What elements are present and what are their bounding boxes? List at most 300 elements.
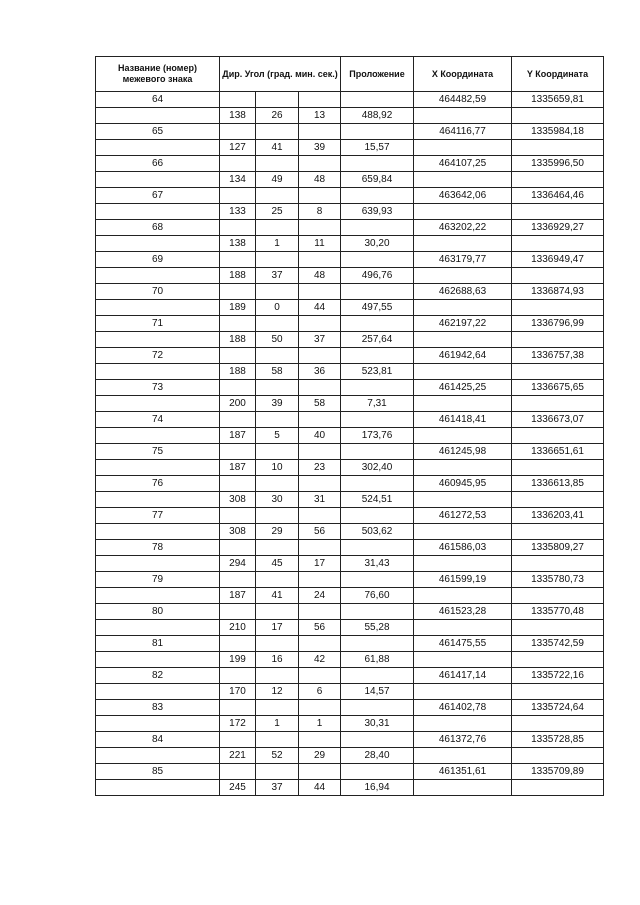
empty-cell xyxy=(512,716,604,732)
table-row xyxy=(96,476,604,492)
empty-cell xyxy=(512,556,604,572)
empty-cell xyxy=(414,268,512,284)
length-cell: 30,20 xyxy=(341,236,414,252)
empty-cell xyxy=(256,476,299,492)
empty-cell xyxy=(96,780,220,796)
angle-degrees-cell: 294 xyxy=(220,556,256,572)
empty-cell xyxy=(414,524,512,540)
empty-cell xyxy=(512,428,604,444)
y-coordinate-cell: 1335724,64 xyxy=(512,700,604,716)
table-row xyxy=(96,380,604,396)
point-name-cell: 77 xyxy=(96,508,220,524)
empty-cell xyxy=(299,476,341,492)
angle-degrees-cell: 189 xyxy=(220,300,256,316)
empty-cell xyxy=(256,636,299,652)
angle-degrees-cell: 188 xyxy=(220,364,256,380)
empty-cell xyxy=(341,412,414,428)
empty-cell xyxy=(220,636,256,652)
empty-cell xyxy=(414,684,512,700)
angle-minutes-cell: 30 xyxy=(256,492,299,508)
empty-cell xyxy=(96,588,220,604)
angle-degrees-cell: 200 xyxy=(220,396,256,412)
x-coordinate-cell: 461272,53 xyxy=(414,508,512,524)
table-row xyxy=(96,636,604,652)
angle-minutes-cell: 12 xyxy=(256,684,299,700)
y-coordinate-cell: 1335996,50 xyxy=(512,156,604,172)
empty-cell xyxy=(512,748,604,764)
empty-cell xyxy=(220,412,256,428)
angle-seconds-cell: 23 xyxy=(299,460,341,476)
point-name-cell: 84 xyxy=(96,732,220,748)
empty-cell xyxy=(299,220,341,236)
empty-cell xyxy=(256,284,299,300)
empty-cell xyxy=(96,236,220,252)
x-coordinate-cell: 461351,61 xyxy=(414,764,512,780)
angle-minutes-cell: 49 xyxy=(256,172,299,188)
empty-cell xyxy=(299,444,341,460)
angle-minutes-cell: 37 xyxy=(256,268,299,284)
empty-cell xyxy=(512,332,604,348)
empty-cell xyxy=(299,732,341,748)
table-row xyxy=(96,780,604,796)
empty-cell xyxy=(220,252,256,268)
empty-cell xyxy=(256,604,299,620)
empty-cell xyxy=(96,396,220,412)
point-name-cell: 76 xyxy=(96,476,220,492)
y-coordinate-cell: 1335780,73 xyxy=(512,572,604,588)
table-row xyxy=(96,604,604,620)
empty-cell xyxy=(256,380,299,396)
angle-seconds-cell: 44 xyxy=(299,300,341,316)
empty-cell xyxy=(341,732,414,748)
empty-cell xyxy=(414,652,512,668)
angle-degrees-cell: 138 xyxy=(220,108,256,124)
empty-cell xyxy=(341,444,414,460)
table-row xyxy=(96,236,604,252)
table-row xyxy=(96,396,604,412)
empty-cell xyxy=(512,268,604,284)
x-coordinate-cell: 461586,03 xyxy=(414,540,512,556)
empty-cell xyxy=(220,604,256,620)
empty-cell xyxy=(96,332,220,348)
boundary-coordinates-table xyxy=(95,56,604,796)
angle-degrees-cell: 188 xyxy=(220,268,256,284)
table-row xyxy=(96,652,604,668)
empty-cell xyxy=(341,92,414,108)
length-cell: 30,31 xyxy=(341,716,414,732)
angle-degrees-cell: 308 xyxy=(220,492,256,508)
empty-cell xyxy=(414,332,512,348)
empty-cell xyxy=(96,652,220,668)
point-name-cell: 71 xyxy=(96,316,220,332)
angle-seconds-cell: 56 xyxy=(299,620,341,636)
y-coordinate-cell: 1336613,85 xyxy=(512,476,604,492)
length-cell: 28,40 xyxy=(341,748,414,764)
empty-cell xyxy=(341,156,414,172)
empty-cell xyxy=(414,716,512,732)
empty-cell xyxy=(414,460,512,476)
empty-cell xyxy=(299,316,341,332)
empty-cell xyxy=(220,444,256,460)
angle-seconds-cell: 40 xyxy=(299,428,341,444)
empty-cell xyxy=(256,348,299,364)
point-name-cell: 80 xyxy=(96,604,220,620)
table-row xyxy=(96,540,604,556)
length-cell: 496,76 xyxy=(341,268,414,284)
empty-cell xyxy=(96,204,220,220)
empty-cell xyxy=(414,556,512,572)
point-name-cell: 64 xyxy=(96,92,220,108)
y-coordinate-cell: 1335742,59 xyxy=(512,636,604,652)
table-row xyxy=(96,524,604,540)
angle-seconds-cell: 48 xyxy=(299,268,341,284)
empty-cell xyxy=(299,540,341,556)
angle-minutes-cell: 17 xyxy=(256,620,299,636)
point-name-cell: 65 xyxy=(96,124,220,140)
empty-cell xyxy=(256,572,299,588)
table-row xyxy=(96,172,604,188)
empty-cell xyxy=(256,668,299,684)
angle-seconds-cell: 39 xyxy=(299,140,341,156)
x-coordinate-cell: 461475,55 xyxy=(414,636,512,652)
length-cell: 16,94 xyxy=(341,780,414,796)
x-coordinate-cell: 461942,64 xyxy=(414,348,512,364)
empty-cell xyxy=(414,620,512,636)
length-cell: 524,51 xyxy=(341,492,414,508)
empty-cell xyxy=(220,284,256,300)
length-cell: 14,57 xyxy=(341,684,414,700)
y-coordinate-cell: 1335770,48 xyxy=(512,604,604,620)
empty-cell xyxy=(341,220,414,236)
empty-cell xyxy=(341,124,414,140)
empty-cell xyxy=(341,572,414,588)
angle-degrees-cell: 172 xyxy=(220,716,256,732)
point-name-cell: 79 xyxy=(96,572,220,588)
x-coordinate-cell: 464116,77 xyxy=(414,124,512,140)
empty-cell xyxy=(220,220,256,236)
empty-cell xyxy=(512,364,604,380)
empty-cell xyxy=(512,172,604,188)
empty-cell xyxy=(414,428,512,444)
y-coordinate-cell: 1336673,07 xyxy=(512,412,604,428)
empty-cell xyxy=(512,620,604,636)
empty-cell xyxy=(96,300,220,316)
table-row xyxy=(96,364,604,380)
empty-cell xyxy=(96,108,220,124)
angle-seconds-cell: 24 xyxy=(299,588,341,604)
empty-cell xyxy=(299,348,341,364)
point-name-cell: 83 xyxy=(96,700,220,716)
table-row xyxy=(96,92,604,108)
empty-cell xyxy=(341,764,414,780)
point-name-cell: 72 xyxy=(96,348,220,364)
empty-cell xyxy=(299,284,341,300)
empty-cell xyxy=(299,92,341,108)
empty-cell xyxy=(341,252,414,268)
angle-degrees-cell: 127 xyxy=(220,140,256,156)
empty-cell xyxy=(299,380,341,396)
angle-degrees-cell: 199 xyxy=(220,652,256,668)
length-cell: 302,40 xyxy=(341,460,414,476)
empty-cell xyxy=(220,732,256,748)
empty-cell xyxy=(512,396,604,412)
empty-cell xyxy=(256,764,299,780)
empty-cell xyxy=(220,156,256,172)
empty-cell xyxy=(341,540,414,556)
angle-degrees-cell: 210 xyxy=(220,620,256,636)
empty-cell xyxy=(220,540,256,556)
empty-cell xyxy=(414,172,512,188)
header-direction-angle: Дир. Угол (град. мин. сек.) xyxy=(220,57,341,92)
empty-cell xyxy=(299,764,341,780)
angle-seconds-cell: 44 xyxy=(299,780,341,796)
empty-cell xyxy=(341,668,414,684)
angle-seconds-cell: 37 xyxy=(299,332,341,348)
empty-cell xyxy=(414,748,512,764)
table-row xyxy=(96,668,604,684)
empty-cell xyxy=(220,124,256,140)
empty-cell xyxy=(299,636,341,652)
angle-seconds-cell: 29 xyxy=(299,748,341,764)
empty-cell xyxy=(96,524,220,540)
x-coordinate-cell: 461418,41 xyxy=(414,412,512,428)
empty-cell xyxy=(512,492,604,508)
table-row xyxy=(96,412,604,428)
y-coordinate-cell: 1335728,85 xyxy=(512,732,604,748)
header-x-coordinate: X Координата xyxy=(414,57,512,92)
table-row xyxy=(96,716,604,732)
empty-cell xyxy=(341,476,414,492)
table-row xyxy=(96,588,604,604)
table-row xyxy=(96,252,604,268)
empty-cell xyxy=(96,364,220,380)
angle-seconds-cell: 56 xyxy=(299,524,341,540)
empty-cell xyxy=(414,364,512,380)
empty-cell xyxy=(256,220,299,236)
angle-minutes-cell: 5 xyxy=(256,428,299,444)
empty-cell xyxy=(299,188,341,204)
empty-cell xyxy=(512,652,604,668)
point-name-cell: 75 xyxy=(96,444,220,460)
length-cell: 257,64 xyxy=(341,332,414,348)
empty-cell xyxy=(96,172,220,188)
point-name-cell: 73 xyxy=(96,380,220,396)
x-coordinate-cell: 461599,19 xyxy=(414,572,512,588)
empty-cell xyxy=(512,236,604,252)
table-row xyxy=(96,732,604,748)
empty-cell xyxy=(512,204,604,220)
empty-cell xyxy=(220,572,256,588)
angle-degrees-cell: 187 xyxy=(220,588,256,604)
y-coordinate-cell: 1335984,18 xyxy=(512,124,604,140)
point-name-cell: 78 xyxy=(96,540,220,556)
table-row xyxy=(96,124,604,140)
angle-degrees-cell: 221 xyxy=(220,748,256,764)
empty-cell xyxy=(414,300,512,316)
empty-cell xyxy=(341,508,414,524)
angle-seconds-cell: 58 xyxy=(299,396,341,412)
angle-seconds-cell: 6 xyxy=(299,684,341,700)
empty-cell xyxy=(512,460,604,476)
y-coordinate-cell: 1335809,27 xyxy=(512,540,604,556)
length-cell: 173,76 xyxy=(341,428,414,444)
empty-cell xyxy=(96,684,220,700)
x-coordinate-cell: 463179,77 xyxy=(414,252,512,268)
angle-minutes-cell: 1 xyxy=(256,236,299,252)
x-coordinate-cell: 462688,63 xyxy=(414,284,512,300)
x-coordinate-cell: 463202,22 xyxy=(414,220,512,236)
table-row xyxy=(96,764,604,780)
empty-cell xyxy=(220,380,256,396)
angle-degrees-cell: 187 xyxy=(220,460,256,476)
angle-seconds-cell: 11 xyxy=(299,236,341,252)
empty-cell xyxy=(299,700,341,716)
table-row xyxy=(96,556,604,572)
x-coordinate-cell: 463642,06 xyxy=(414,188,512,204)
x-coordinate-cell: 460945,95 xyxy=(414,476,512,492)
empty-cell xyxy=(512,684,604,700)
empty-cell xyxy=(220,316,256,332)
header-y-coordinate: Y Координата xyxy=(512,57,604,92)
empty-cell xyxy=(96,460,220,476)
length-cell: 503,62 xyxy=(341,524,414,540)
angle-degrees-cell: 187 xyxy=(220,428,256,444)
angle-seconds-cell: 8 xyxy=(299,204,341,220)
length-cell: 659,84 xyxy=(341,172,414,188)
empty-cell xyxy=(341,284,414,300)
y-coordinate-cell: 1336675,65 xyxy=(512,380,604,396)
x-coordinate-cell: 464482,59 xyxy=(414,92,512,108)
angle-minutes-cell: 50 xyxy=(256,332,299,348)
x-coordinate-cell: 462197,22 xyxy=(414,316,512,332)
empty-cell xyxy=(220,668,256,684)
length-cell: 639,93 xyxy=(341,204,414,220)
table-row xyxy=(96,108,604,124)
empty-cell xyxy=(96,748,220,764)
length-cell: 61,88 xyxy=(341,652,414,668)
empty-cell xyxy=(512,140,604,156)
empty-cell xyxy=(256,444,299,460)
angle-minutes-cell: 52 xyxy=(256,748,299,764)
angle-minutes-cell: 41 xyxy=(256,588,299,604)
angle-degrees-cell: 170 xyxy=(220,684,256,700)
empty-cell xyxy=(512,780,604,796)
empty-cell xyxy=(512,524,604,540)
empty-cell xyxy=(299,572,341,588)
length-cell: 7,31 xyxy=(341,396,414,412)
empty-cell xyxy=(512,588,604,604)
empty-cell xyxy=(299,124,341,140)
angle-seconds-cell: 42 xyxy=(299,652,341,668)
empty-cell xyxy=(299,156,341,172)
empty-cell xyxy=(414,204,512,220)
table-row xyxy=(96,700,604,716)
table-row xyxy=(96,508,604,524)
point-name-cell: 74 xyxy=(96,412,220,428)
point-name-cell: 67 xyxy=(96,188,220,204)
angle-seconds-cell: 48 xyxy=(299,172,341,188)
angle-minutes-cell: 45 xyxy=(256,556,299,572)
empty-cell xyxy=(299,668,341,684)
table-row xyxy=(96,492,604,508)
angle-minutes-cell: 41 xyxy=(256,140,299,156)
y-coordinate-cell: 1336203,41 xyxy=(512,508,604,524)
empty-cell xyxy=(341,316,414,332)
header-point-name: Название (номер) межевого знака xyxy=(96,57,220,92)
angle-degrees-cell: 133 xyxy=(220,204,256,220)
table-row xyxy=(96,268,604,284)
empty-cell xyxy=(341,700,414,716)
point-name-cell: 68 xyxy=(96,220,220,236)
empty-cell xyxy=(256,156,299,172)
empty-cell xyxy=(220,92,256,108)
y-coordinate-cell: 1335659,81 xyxy=(512,92,604,108)
empty-cell xyxy=(414,396,512,412)
empty-cell xyxy=(96,140,220,156)
empty-cell xyxy=(341,380,414,396)
y-coordinate-cell: 1336757,38 xyxy=(512,348,604,364)
length-cell: 76,60 xyxy=(341,588,414,604)
empty-cell xyxy=(341,188,414,204)
empty-cell xyxy=(341,348,414,364)
empty-cell xyxy=(256,732,299,748)
angle-seconds-cell: 13 xyxy=(299,108,341,124)
empty-cell xyxy=(256,700,299,716)
length-cell: 488,92 xyxy=(341,108,414,124)
y-coordinate-cell: 1335722,16 xyxy=(512,668,604,684)
empty-cell xyxy=(256,252,299,268)
empty-cell xyxy=(256,316,299,332)
y-coordinate-cell: 1336464,46 xyxy=(512,188,604,204)
length-cell: 31,43 xyxy=(341,556,414,572)
point-name-cell: 82 xyxy=(96,668,220,684)
table-row xyxy=(96,684,604,700)
x-coordinate-cell: 464107,25 xyxy=(414,156,512,172)
x-coordinate-cell: 461402,78 xyxy=(414,700,512,716)
empty-cell xyxy=(220,508,256,524)
empty-cell xyxy=(256,124,299,140)
table-row xyxy=(96,444,604,460)
empty-cell xyxy=(220,348,256,364)
empty-cell xyxy=(512,108,604,124)
angle-minutes-cell: 29 xyxy=(256,524,299,540)
point-name-cell: 70 xyxy=(96,284,220,300)
empty-cell xyxy=(341,636,414,652)
y-coordinate-cell: 1336929,27 xyxy=(512,220,604,236)
angle-degrees-cell: 308 xyxy=(220,524,256,540)
angle-degrees-cell: 134 xyxy=(220,172,256,188)
point-name-cell: 69 xyxy=(96,252,220,268)
table-row xyxy=(96,460,604,476)
empty-cell xyxy=(220,476,256,492)
angle-minutes-cell: 16 xyxy=(256,652,299,668)
angle-degrees-cell: 245 xyxy=(220,780,256,796)
empty-cell xyxy=(96,620,220,636)
y-coordinate-cell: 1336949,47 xyxy=(512,252,604,268)
empty-cell xyxy=(414,492,512,508)
empty-cell xyxy=(96,268,220,284)
table-row xyxy=(96,284,604,300)
empty-cell xyxy=(220,188,256,204)
x-coordinate-cell: 461523,28 xyxy=(414,604,512,620)
x-coordinate-cell: 461372,76 xyxy=(414,732,512,748)
empty-cell xyxy=(256,508,299,524)
empty-cell xyxy=(256,540,299,556)
length-cell: 497,55 xyxy=(341,300,414,316)
x-coordinate-cell: 461245,98 xyxy=(414,444,512,460)
x-coordinate-cell: 461425,25 xyxy=(414,380,512,396)
angle-minutes-cell: 37 xyxy=(256,780,299,796)
